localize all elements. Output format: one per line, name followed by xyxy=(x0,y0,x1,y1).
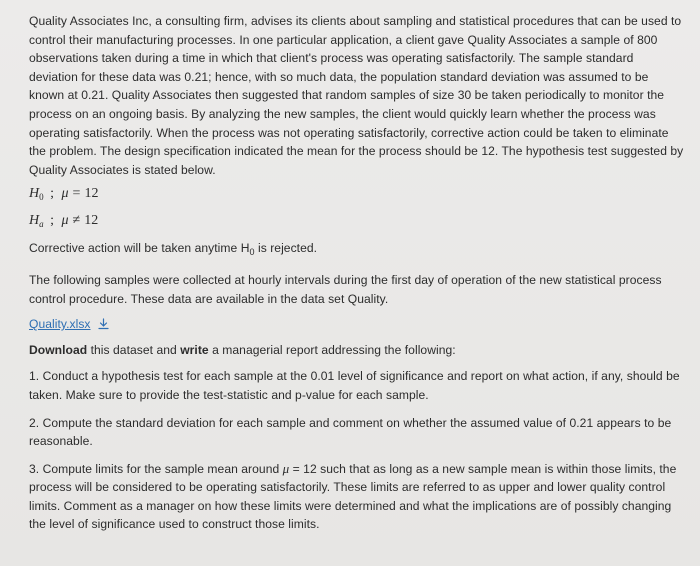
download-instruction: Download this dataset and write a managerial report addressing the following: xyxy=(29,342,456,357)
question-3: 3. Compute limits for the sample mean around μ = 12 such that as long as a new sample mean is within those limits, the process will be considered to be operating satisfactorily. These limits are referred to as upper and lower quality control limits. Comment as a manager on how these limits were determined and what the implications are of possibly changing the level of significance used to construct those limits. xyxy=(29,460,677,532)
samples-paragraph: The following samples were collected at hourly intervals during the first day of operation of the new statistical process control procedure. These data are available in the data set Quality. xyxy=(29,272,662,306)
alternative-hypothesis: $H_a$ ; μ ≠ 12 xyxy=(29,213,99,230)
quality-xlsx-link[interactable]: Quality.xlsx xyxy=(29,317,91,332)
question-1: 1. Conduct a hypothesis test for each sample at the 0.01 level of significance and report on what action, if any, should be taken. Make sure to provide the test-statistic and p-value for each sample. xyxy=(29,369,680,402)
question-2: 2. Compute the standard deviation for each sample and comment on whether the assumed value of 0.21 appears to be reasonable. xyxy=(29,415,672,449)
corrective-action-text: Corrective action will be taken anytime $H_0$ is rejected. xyxy=(29,241,318,258)
null-hypothesis: $H_0$ ; μ = 12 xyxy=(29,186,99,203)
intro-paragraph: Quality Associates Inc, a consulting firm, advises its clients about sampling and statistical procedures that can be used to control their manufacturing processes. In one particular application, a client gave Quality Associates a sample of 800 observations taken during a time in which that client's process was operating satisfactorily. The sample standard deviation for these data was 0.21; hence, with so much data, the population standard deviation was assumed to be known at 0.21. Quality Associates then suggested that random samples of size 30 be taken periodically to monitor the process on an ongoing basis. By analyzing the new samples, the client would quickly learn whether the process was operating satisfactorily. When the process was not operating satisfactorily, corrective action could be taken to eliminate the problem. The design specification indicated the mean for the process should be 12. The hypothesis test suggested by Quality Associates is stated below. xyxy=(29,14,684,177)
file-link-row xyxy=(29,315,684,334)
download-icon[interactable] xyxy=(98,318,109,330)
